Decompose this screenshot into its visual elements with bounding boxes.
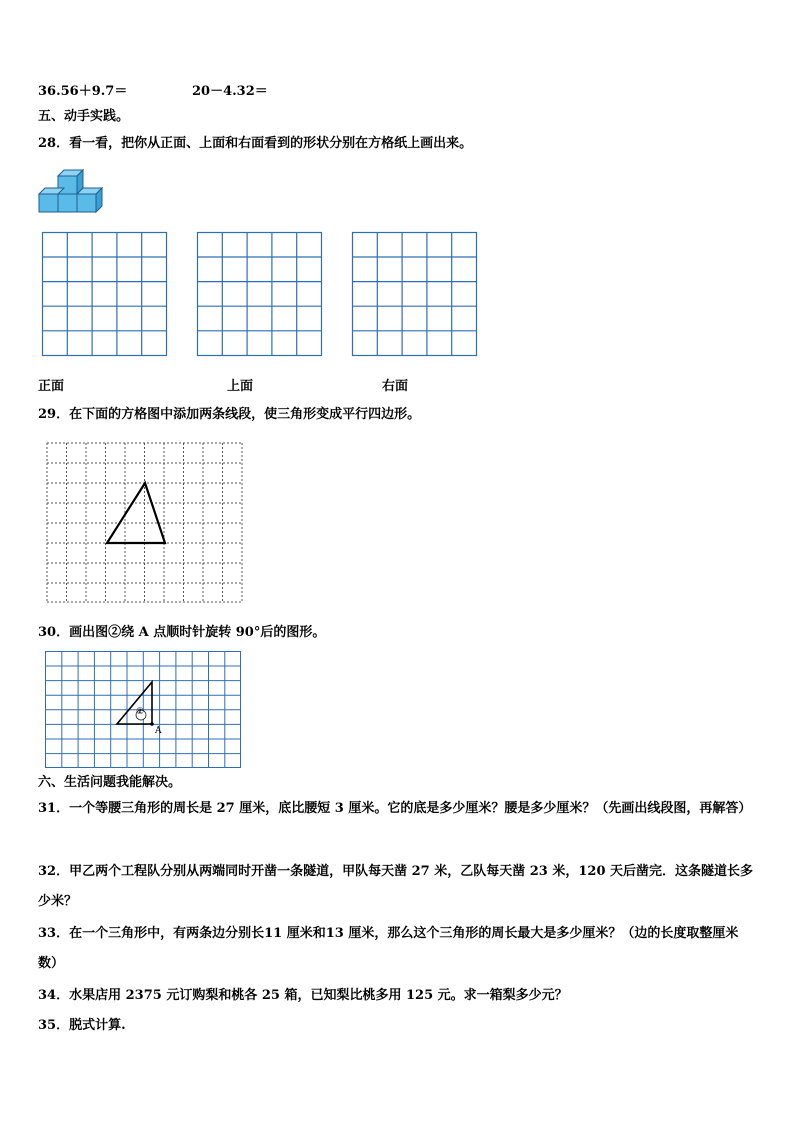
point-a-marker [150, 722, 154, 726]
question-35-text: 35．脱式计算. [38, 1018, 126, 1033]
question-28-text: 28．看一看，把你从正面、上面和右面看到的形状分别在方格纸上画出来。 [38, 136, 473, 151]
calc-expr-1: 36.56＋9.7＝ [38, 84, 128, 99]
question-32-text: 32．甲乙两个工程队分别从两端同时开凿一条隧道，甲队每天凿 27 米，乙队每天凿 23 米，120 天后凿完．这条隧道长多少米？ [38, 864, 754, 909]
shape-label: ② [136, 707, 145, 717]
question-31-text: 31．一个等腰三角形的周长是 27 厘米，底比腰短 3 厘米。它的底是多少厘米？腰是多少厘米？（先画出线段图，再解答） [38, 801, 752, 816]
question-33-text: 33．在一个三角形中，有两条边分别长11 厘米和13 厘米，那么这个三角形的周长最大是多少厘米？（边的长度取整厘米数） [38, 926, 739, 971]
question-30-text [38, 623, 325, 643]
grid-front[interactable] [42, 232, 168, 356]
label-top: 上面 [227, 379, 254, 394]
right-triangle-shape [117, 682, 152, 724]
label-front: 正面 [38, 379, 65, 394]
section-5-title: 五、动手实践。 [38, 109, 130, 124]
question-30-label: 30．画出图②绕 A 点顺时针旋转 90°后的图形。 [38, 625, 326, 640]
triangle-shape [107, 483, 165, 543]
grid-right[interactable] [352, 232, 478, 356]
calc-line [38, 82, 268, 102]
point-a-label: A [155, 726, 162, 736]
question-29-text: 29．在下面的方格图中添加两条线段，使三角形变成平行四边形。 [38, 407, 421, 422]
label-right: 右面 [382, 379, 409, 394]
grid-top[interactable] [197, 232, 323, 356]
calc-expr-2: 20－4.32＝ [192, 84, 268, 99]
cube-figure [38, 168, 108, 214]
section-6-title: 六、生活问题我能解决。 [38, 775, 182, 790]
dotted-grid-figure[interactable] [46, 442, 244, 604]
question-34-text: 34．水果店用 2375 元订购梨和桃各 25 箱，已知梨比桃多用 125 元。求一箱梨多少元？ [38, 988, 568, 1003]
